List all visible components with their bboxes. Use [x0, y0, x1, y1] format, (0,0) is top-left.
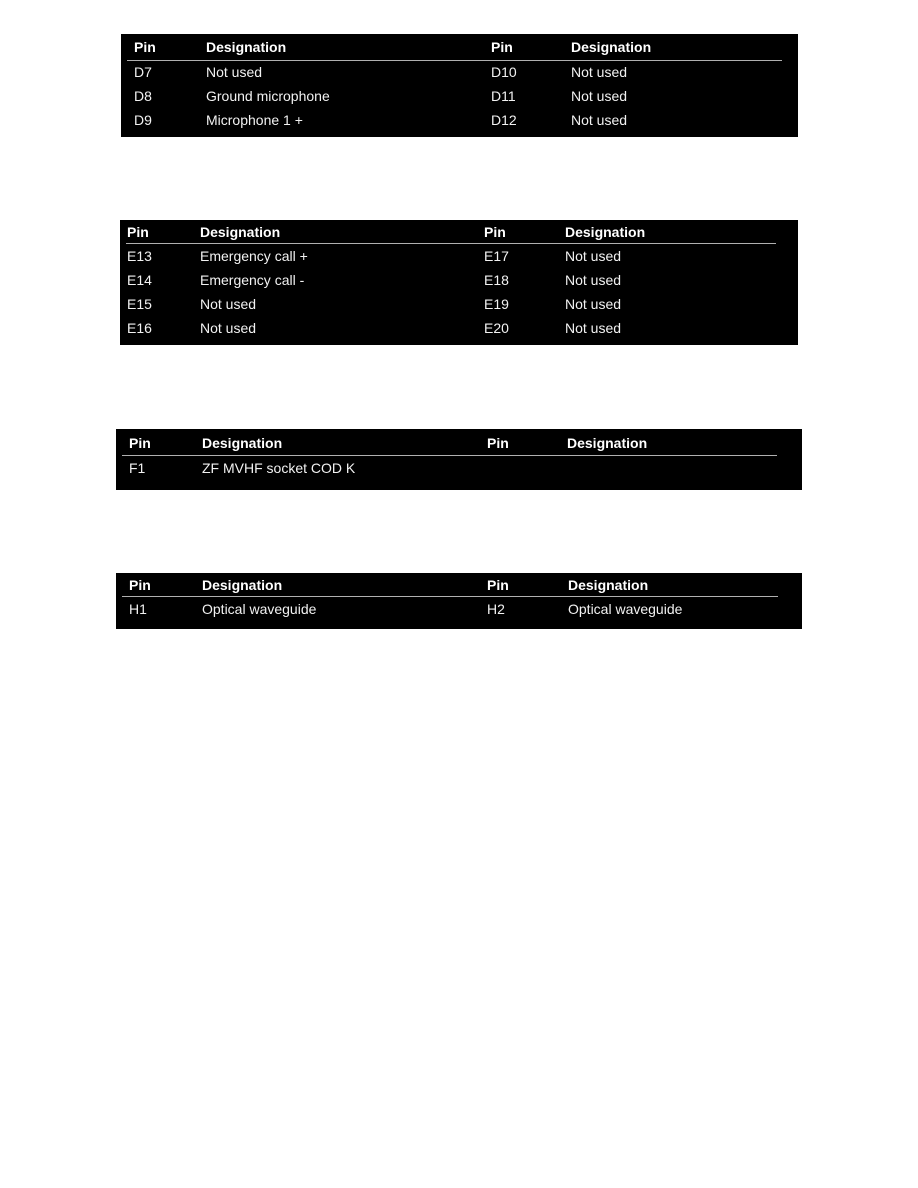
header-designation: Designation [202, 435, 283, 451]
pin-cell: H1 [129, 601, 147, 617]
header-designation: Designation [202, 577, 283, 593]
header-pin: Pin [487, 577, 509, 593]
header-designation: Designation [565, 224, 646, 240]
pin-cell: E16 [127, 320, 152, 336]
pin-table-e [120, 220, 798, 345]
designation-cell: ZF MVHF socket COD K [202, 460, 356, 476]
table-header-row [116, 429, 802, 456]
header-designation: Designation [568, 577, 649, 593]
pin-cell: E20 [484, 320, 509, 336]
designation-cell: Not used [565, 320, 622, 336]
pin-table-h [116, 573, 802, 629]
table-row [120, 316, 798, 340]
pin-cell: E14 [127, 272, 152, 288]
table-header-row [121, 34, 798, 60]
header-designation: Designation [571, 39, 652, 55]
designation-cell: Not used [206, 64, 263, 80]
designation-cell: Ground microphone [206, 88, 330, 104]
pin-cell: E18 [484, 272, 509, 288]
table-row [120, 244, 798, 268]
designation-cell: Microphone 1 + [206, 112, 303, 128]
designation-cell: Emergency call - [200, 272, 305, 288]
header-pin: Pin [134, 39, 156, 55]
pin-cell: E19 [484, 296, 509, 312]
header-pin: Pin [129, 577, 151, 593]
pin-cell: H2 [487, 601, 505, 617]
table-row [116, 597, 802, 621]
pin-cell: D10 [491, 64, 517, 80]
pin-cell: E13 [127, 248, 152, 264]
designation-cell: Not used [565, 272, 622, 288]
table-row [121, 84, 798, 108]
pin-table-d [121, 34, 798, 137]
pin-cell: E17 [484, 248, 509, 264]
designation-cell: Optical waveguide [568, 601, 683, 617]
header-designation: Designation [206, 39, 287, 55]
header-pin: Pin [487, 435, 509, 451]
header-pin: Pin [491, 39, 513, 55]
header-designation: Designation [200, 224, 281, 240]
designation-cell: Not used [565, 248, 622, 264]
pin-cell: E15 [127, 296, 152, 312]
header-pin: Pin [484, 224, 506, 240]
table-row [116, 456, 802, 480]
pin-cell: D7 [134, 64, 152, 80]
table-row [120, 292, 798, 316]
pin-cell: D8 [134, 88, 152, 104]
designation-cell: Emergency call + [200, 248, 308, 264]
designation-cell: Not used [571, 112, 628, 128]
designation-cell: Not used [571, 64, 628, 80]
pin-cell: D12 [491, 112, 517, 128]
designation-cell: Not used [571, 88, 628, 104]
pin-table-f [116, 429, 802, 490]
table-header-row [120, 220, 798, 243]
header-pin: Pin [127, 224, 149, 240]
designation-cell: Not used [565, 296, 622, 312]
designation-cell: Not used [200, 320, 257, 336]
header-pin: Pin [129, 435, 151, 451]
table-row [121, 60, 798, 84]
designation-cell: Not used [200, 296, 257, 312]
table-row [120, 268, 798, 292]
pin-cell: D9 [134, 112, 152, 128]
pin-cell: D11 [491, 88, 516, 104]
pin-cell: F1 [129, 460, 146, 476]
table-header-row [116, 573, 802, 596]
header-designation: Designation [567, 435, 648, 451]
designation-cell: Optical waveguide [202, 601, 317, 617]
table-row [121, 108, 798, 132]
